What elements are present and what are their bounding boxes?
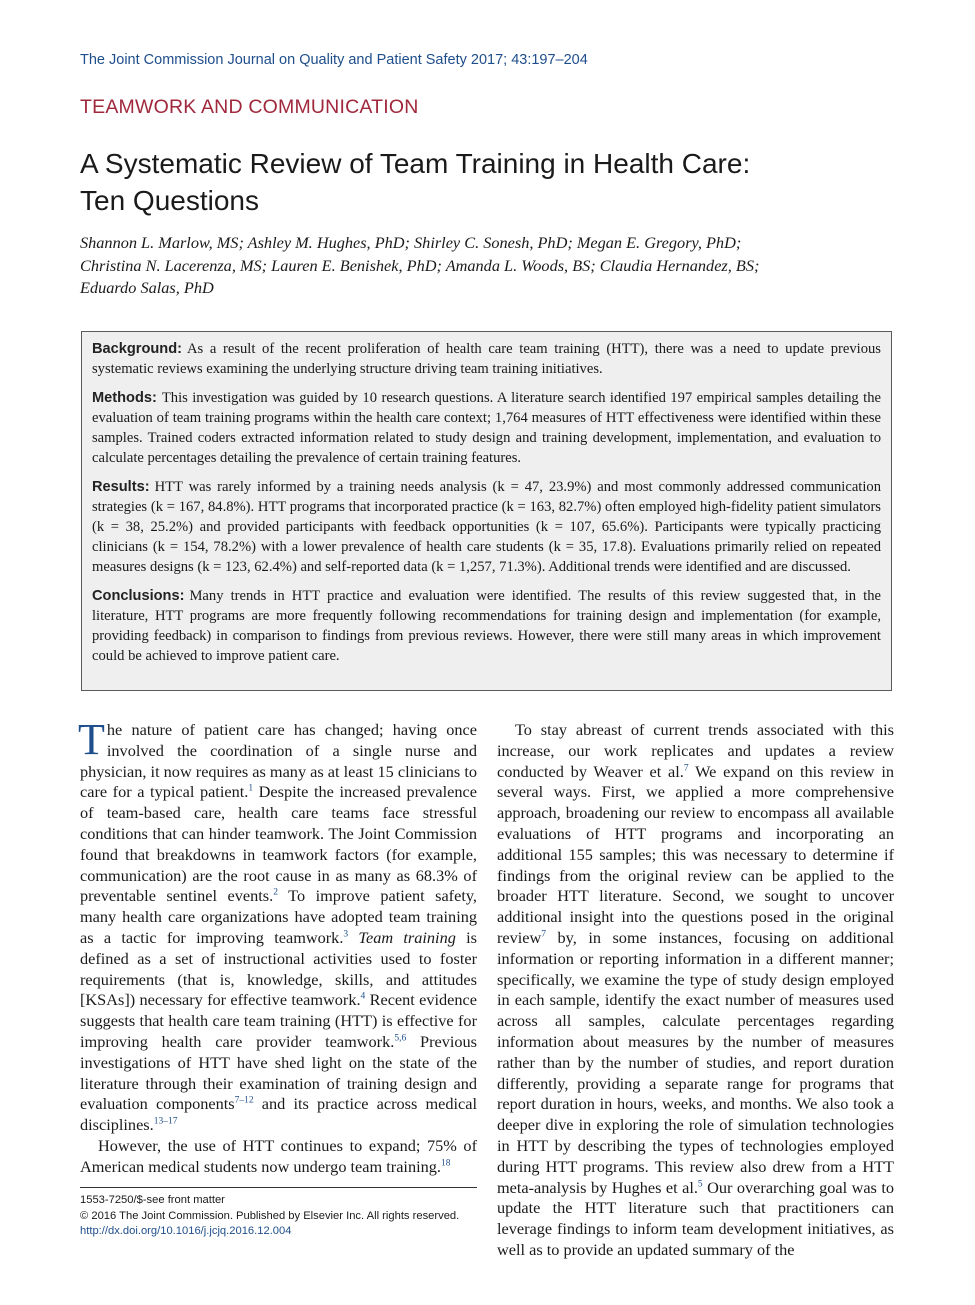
body-text: Recent evidence suggests that health care team training (HTT) is effective for improving health care provider teamwork.: [80, 990, 477, 1051]
body-text: he nature of patient care has changed; having once involved the coordination of a single nurse and physician, it now requires as many as at least 15 clinicians to care for a typical patient.: [80, 720, 477, 802]
citation-ref[interactable]: 7: [683, 763, 689, 774]
abstract-conclusions-text: Many trends in HTT practice and evaluation were identified. The results of this review suggested that, in the literature, HTT programs are more frequently following recommendations for training design and implementation (for example, providing feedback) in comparison to findings from previous reviews. However, there were still many areas in which improvement could be achieved to improve patient care.: [92, 588, 881, 664]
author-line-1: Shannon L. Marlow, MS; Ashley M. Hughes, PhD; Shirley C. Sonesh, PhD; Megan E. Gregory, PhD;: [80, 233, 742, 252]
article-title: [80, 145, 900, 219]
body-text: Our overarching goal was to update the HTT literature such that practitioners can leverage findings to inform team development initiatives, as well as to provide an updated summary of the: [497, 1177, 895, 1259]
abstract-conclusions-label: Conclusions:: [92, 588, 185, 604]
abstract-methods: [92, 388, 881, 468]
abstract-methods-text: This investigation was guided by 10 research questions. A literature search identified 197 empirical samples detailing the evaluation of team training programs within the health care context; 1,764 measures of HTT effectiveness were identified within these samples. Trained coders extracted information related to study design and training development, implementation, and evaluation to calculate percentages detailing the prevalence of certain training features.: [92, 390, 881, 466]
citation-ref[interactable]: 1: [248, 783, 254, 794]
body-text: However, the use of HTT continues to expand; 75% of American medical students now undergo team training.: [80, 1135, 477, 1176]
citation-ref[interactable]: 4: [360, 991, 366, 1002]
footnote-divider: [80, 1187, 477, 1188]
citation-ref[interactable]: 7: [541, 929, 547, 940]
body-text: by, in some instances, focusing on additional information or reporting information in a different manner; specifically, we examine the type of study design employed in each sample, identify the exact number of measures used across all samples, calculate percentages regarding information about measures by the number of measures rather than by the number of studies, and report duration differently, providing a separate range for programs that report duration in hours, weeks, and months. We also took a deeper dive in exploring the role of simulation technologies in HTT by describing the types of technologies employed during HTT programs. This review also drew from a HTT meta-analysis by Hughes et al.: [497, 927, 894, 1197]
body-text: To improve patient safety, many health care organizations have adopted team training as a tactic for improving teamwork.: [80, 886, 477, 947]
doi-link[interactable]: http://dx.doi.org/10.1016/j.jcjq.2016.12.004: [80, 1225, 292, 1237]
copyright-line: © 2016 The Joint Commission. Published by Elsevier Inc. All rights reserved.: [80, 1209, 460, 1222]
body-text: We expand on this review in several ways. First, we applied a more comprehensive approach, broadening our review to encompass all available evaluations of HTT programs and incorporating an additional 155 samples; this was necessary to determine if findings from the original review can be applied to the broader HTT literature. Second, we sought to uncover additional insight into the questions posed in the original review: [497, 761, 894, 947]
issn-line: 1553-7250/$-see front matter: [80, 1194, 225, 1206]
body-text: Previous investigations of HTT have shed light on the state of the literature through their examination of training design and evaluation components: [80, 1031, 478, 1114]
body-paragraph-1: [78, 715, 478, 1136]
italic-term: Team training: [358, 927, 456, 947]
title-line-1: A Systematic Review of Team Training in Health Care:: [80, 148, 751, 179]
abstract-results-text: HTT was rarely informed by a training needs analysis (k = 47, 23.9%) and most commonly addressed communication strategies (k = 167, 84.8%). HTT programs that incorporated practice (k = 163, 82.7%) often employed high-fidelity patient simulators (k = 38, 25.2%) and provided participants with feedback opportunities (k = 107, 65.6%). Participants were typically practicing clinicians (k = 154, 78.2%) with a lower prevalence of health care students (k = 35, 17.8). Evaluations primarily relied on repeated measures designs (k = 123, 62.4%) and self-reported data (k = 1,257, 71.3%). Additional trends were identified and are discussed.: [92, 479, 881, 575]
journal-citation-line: The Joint Commission Journal on Quality and Patient Safety 2017; 43:197–204: [80, 52, 588, 68]
citation-ref[interactable]: 3: [343, 929, 349, 940]
abstract-background-text: As a result of the recent proliferation of health care team training (HTT), there was a need to update previous systematic reviews examining the underlying structure driving team training initiatives.: [92, 341, 881, 377]
citation-ref[interactable]: 7–12: [234, 1095, 254, 1106]
body-column-left: [78, 715, 478, 1178]
abstract-box: [81, 331, 892, 691]
title-line-2: Ten Questions: [80, 185, 259, 216]
abstract-results-label: Results:: [92, 479, 150, 495]
body-text: and its practice across medical disciplines.: [80, 1094, 477, 1135]
abstract-background: [92, 339, 881, 379]
body-paragraph-3: [497, 720, 894, 1261]
author-line-2: Christina N. Lacerenza, MS; Lauren E. Benishek, PhD; Amanda L. Woods, BS; Claudia Hernandez, BS;: [80, 255, 760, 275]
abstract-conclusions: [92, 586, 881, 666]
body-paragraph-2: [80, 1136, 477, 1178]
citation-ref[interactable]: 2: [273, 887, 278, 898]
section-heading: TEAMWORK AND COMMUNICATION: [80, 96, 419, 118]
citation-ref[interactable]: 13–17: [153, 1116, 178, 1127]
author-line-3: Eduardo Salas, PhD: [80, 278, 214, 297]
citation-ref[interactable]: 5: [697, 1179, 703, 1190]
abstract-results: [92, 477, 881, 577]
body-text: To stay abreast of current trends associated with this increase, our work replicates and updates a review conducted by Weaver et al.: [497, 720, 894, 781]
body-text: is defined as a set of instructional activities used to foster requirements (that is, knowledge, skills, and attitudes [KSAs]) necessary for effective teamwork.: [80, 927, 477, 1010]
doi-line: [80, 1224, 480, 1240]
body-column-right: [497, 720, 894, 1261]
drop-cap: T: [78, 715, 105, 764]
abstract-methods-label: Methods:: [92, 390, 157, 406]
abstract-background-label: Background:: [92, 341, 182, 357]
citation-ref[interactable]: 5,6: [394, 1033, 407, 1044]
citation-ref[interactable]: 18: [440, 1158, 451, 1169]
body-text: Despite the increased prevalence of team-based care, health care teams face stressful conditions that can hinder teamwork. The Joint Commission found that breakdowns in teamwork factors (for example, communication) are the root cause in as many as 68.3% of preventable sentinel events.: [80, 782, 477, 906]
footnotes: [80, 1193, 480, 1240]
author-list: [80, 232, 900, 300]
